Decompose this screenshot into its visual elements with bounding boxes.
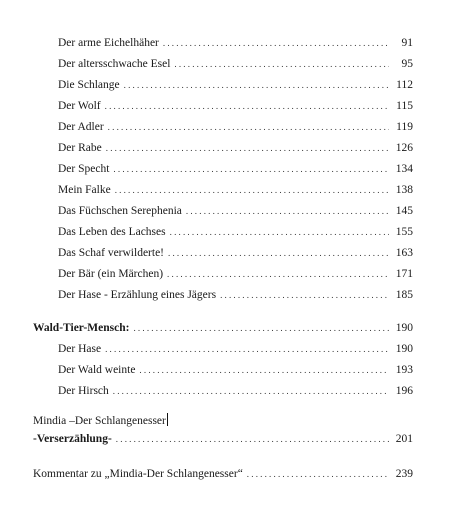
toc-entry	[58, 341, 413, 357]
leader-dots	[139, 362, 389, 378]
toc-entry	[58, 266, 413, 282]
toc-entry-title: Der Hirsch	[58, 385, 109, 397]
leader-dots	[113, 383, 389, 399]
toc-entry-title: Der Specht	[58, 163, 110, 175]
toc-section-heading	[33, 320, 413, 336]
toc-entry-title: Der Adler	[58, 121, 104, 133]
toc-entry-page: 163	[395, 247, 413, 259]
toc-entry	[33, 431, 413, 447]
toc-entry	[58, 161, 413, 177]
toc-entry-page: 193	[395, 364, 413, 376]
toc-entry-page: 138	[395, 184, 413, 196]
toc-entry-title: Das Füchschen Serephenia	[58, 205, 182, 217]
toc-entry	[58, 56, 413, 72]
toc-entry-title: Der altersschwache Esel	[58, 58, 171, 70]
toc-entry-page: 119	[396, 121, 413, 133]
leader-dots	[105, 98, 389, 114]
text-cursor	[167, 413, 168, 426]
leader-dots	[115, 182, 389, 198]
toc-entry	[58, 77, 413, 93]
leader-dots	[163, 35, 389, 51]
leader-dots	[170, 224, 389, 240]
toc-entry	[58, 98, 413, 114]
toc-entry	[58, 35, 413, 51]
toc-entry-page: 145	[395, 205, 413, 217]
toc-entry	[58, 203, 413, 219]
toc-entry-page: 112	[396, 79, 413, 91]
toc-entry-page: 95	[401, 58, 413, 70]
toc-entry	[58, 245, 413, 261]
leader-dots	[133, 320, 389, 336]
mindia-title-line	[33, 413, 168, 429]
leader-dots	[124, 77, 389, 93]
toc-entry-title: Kommentar zu „Mindia-Der Schlangenesser“	[33, 468, 243, 480]
toc-entry-page: 196	[395, 385, 413, 397]
leader-dots	[113, 161, 389, 177]
leader-dots	[106, 140, 389, 156]
section-title: Wald-Tier-Mensch:	[33, 322, 130, 334]
toc-entry-page: 201	[395, 433, 413, 445]
leader-dots	[186, 203, 389, 219]
toc-entry-page: 134	[395, 163, 413, 175]
toc-entry-title: Der Rabe	[58, 142, 102, 154]
toc-entry	[58, 140, 413, 156]
toc-entry-page: 115	[396, 100, 413, 112]
leader-dots	[168, 245, 389, 261]
toc-entry-page: 190	[395, 343, 413, 355]
toc-entry-page: 126	[395, 142, 413, 154]
leader-dots	[167, 266, 389, 282]
toc-entry-page: 171	[395, 268, 413, 280]
leader-dots	[116, 431, 389, 447]
leader-dots	[247, 466, 389, 482]
toc-entry-title: Der Bär (ein Märchen)	[58, 268, 164, 280]
toc-entry-title: Das Schaf verwilderte!	[58, 247, 165, 259]
toc-entry	[58, 119, 413, 135]
toc-entry	[58, 182, 413, 198]
toc-entry-title: Mein Falke	[58, 184, 111, 196]
toc-entry-title: Die Schlange	[58, 79, 120, 91]
leader-dots	[174, 56, 389, 72]
toc-entry-title: Der arme Eichelhäher	[58, 37, 159, 49]
toc-entry-page: 91	[401, 37, 413, 49]
toc-entry-title: Der Wald weinte	[58, 364, 136, 376]
toc-entry-page: 239	[395, 468, 413, 480]
toc-entry-title: Das Leben des Lachses	[58, 226, 166, 238]
toc-entry	[58, 383, 413, 399]
toc-entry-page: 185	[395, 289, 413, 301]
leader-dots	[220, 287, 389, 303]
toc-entry-title: Der Hase	[58, 343, 102, 355]
leader-dots	[108, 119, 389, 135]
toc-entry	[58, 362, 413, 378]
section-page: 190	[395, 322, 413, 334]
toc-entry-title: Der Hase - Erzählung eines Jägers	[58, 289, 217, 301]
toc-entry	[58, 287, 413, 303]
mindia-title: Mindia –Der Schlangenesser	[33, 415, 166, 427]
toc-entry-title: Der Wolf	[58, 100, 101, 112]
mindia-subtitle: -Verserzählung-	[33, 433, 112, 445]
toc-entry	[58, 224, 413, 240]
toc-entry-page: 155	[395, 226, 413, 238]
leader-dots	[105, 341, 389, 357]
toc-entry	[33, 466, 413, 482]
